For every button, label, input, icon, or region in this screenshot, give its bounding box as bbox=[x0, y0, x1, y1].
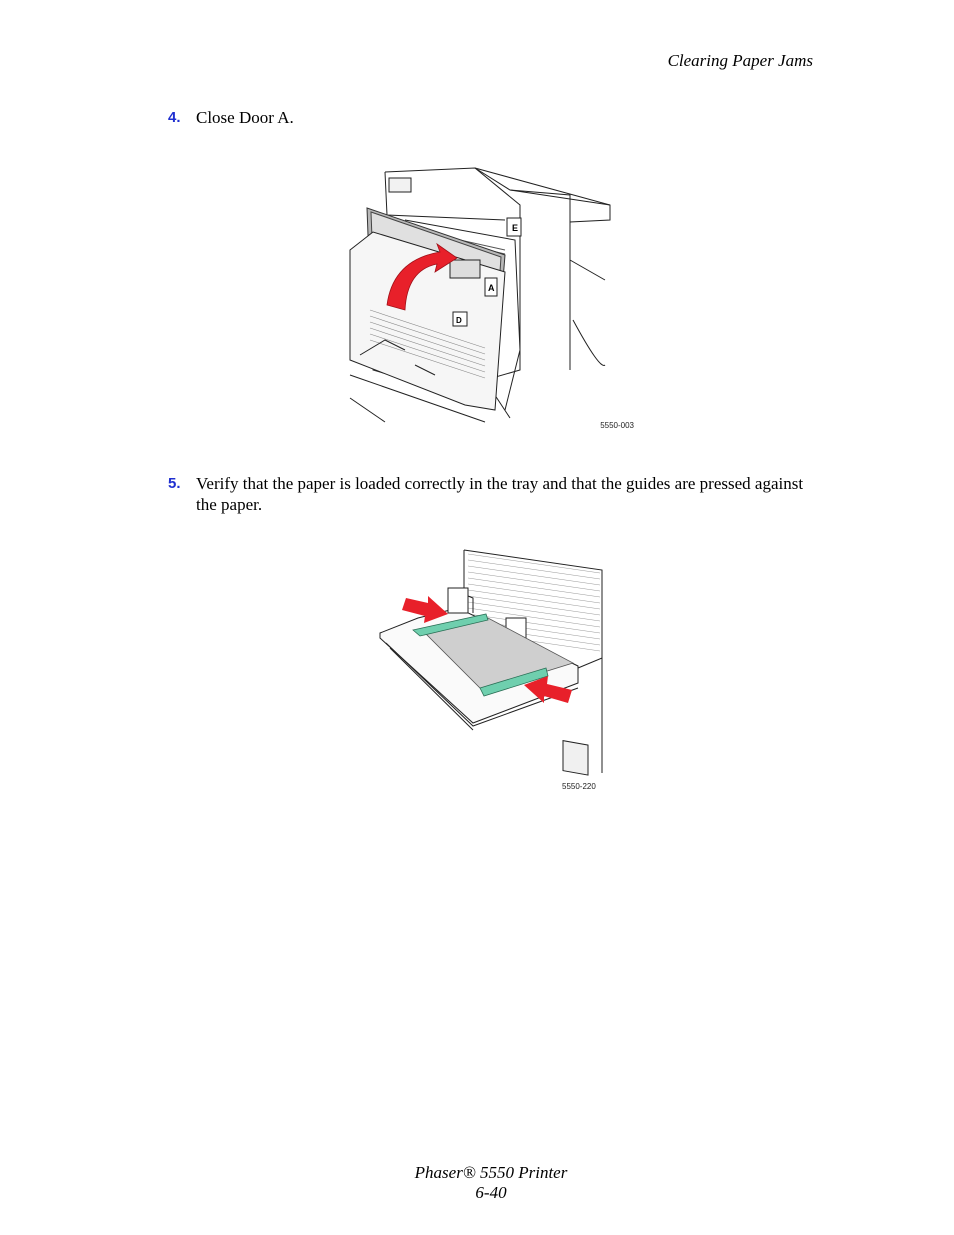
step-number: 5. bbox=[168, 475, 181, 492]
tray-illustration bbox=[378, 548, 606, 778]
figure-id: 5550-220 bbox=[562, 782, 596, 791]
printer-door-illustration bbox=[345, 160, 640, 425]
step-text: Close Door A. bbox=[196, 108, 294, 127]
figure-close-door-a bbox=[345, 160, 640, 435]
running-header: Clearing Paper Jams bbox=[667, 51, 813, 70]
step-number: 4. bbox=[168, 109, 181, 126]
figure-tray-guides bbox=[378, 548, 606, 796]
step-5 bbox=[168, 473, 818, 515]
step-text: Verify that the paper is loaded correctly in the tray and that the guides are pressed against the paper. bbox=[196, 474, 804, 514]
step-4 bbox=[168, 107, 818, 128]
door-label-e: E bbox=[512, 223, 519, 233]
page-footer bbox=[0, 1163, 954, 1203]
footer-page-number: 6-40 bbox=[475, 1183, 507, 1202]
door-label-a: A bbox=[488, 283, 495, 293]
door-label-d: D bbox=[456, 316, 462, 325]
footer-product: Phaser® 5550 Printer bbox=[414, 1163, 568, 1182]
figure-id: 5550-003 bbox=[600, 421, 634, 430]
